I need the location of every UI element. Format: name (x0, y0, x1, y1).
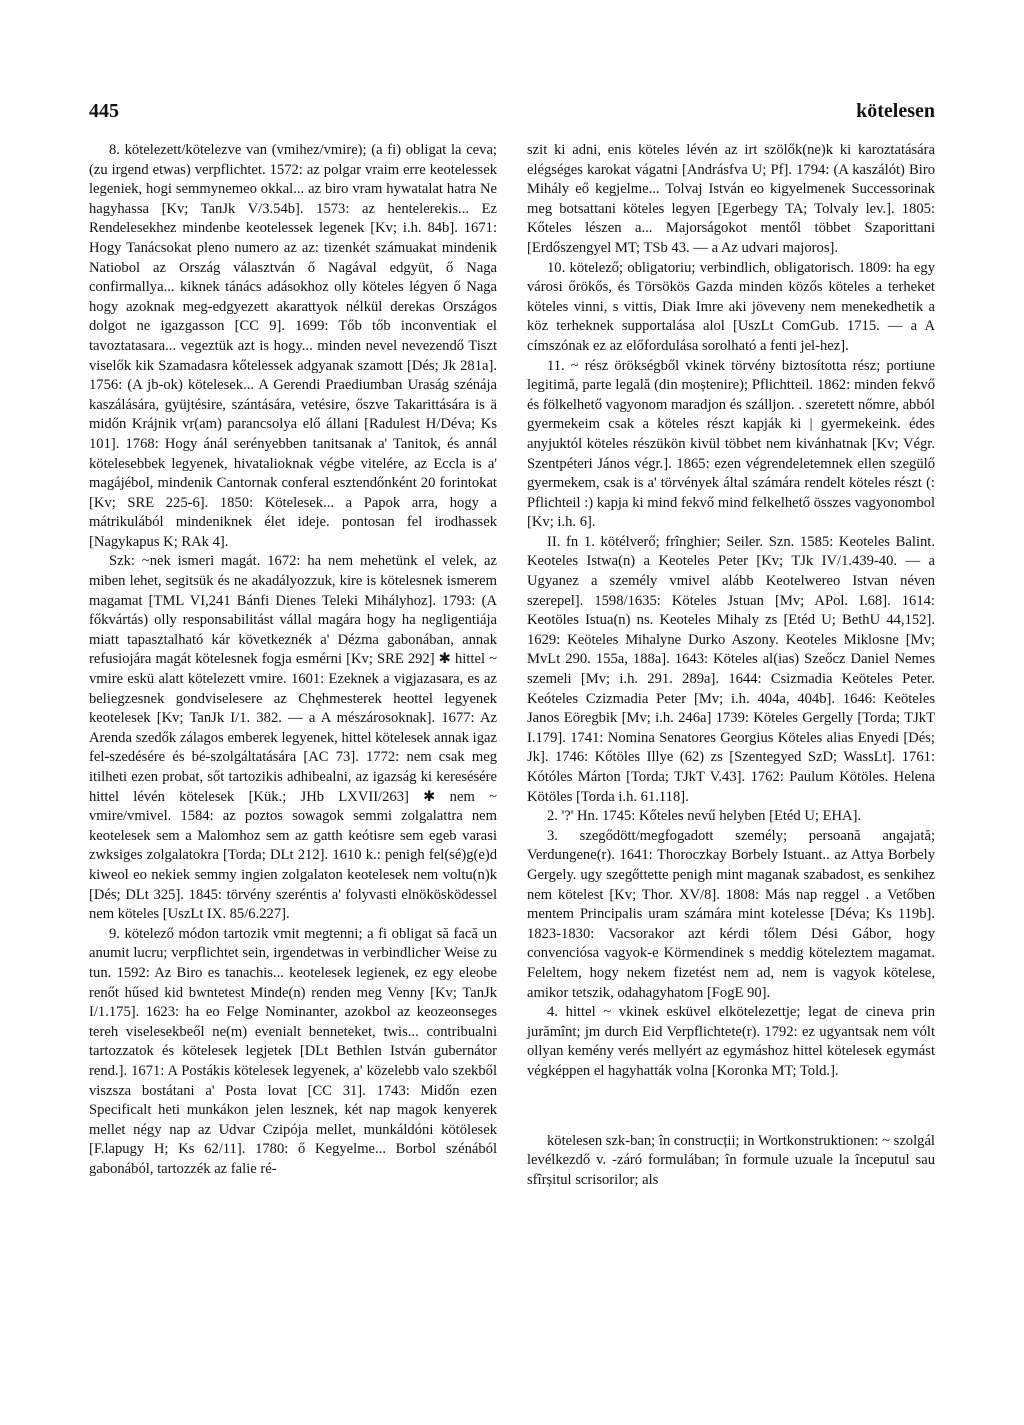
entry-sense-11: 11. ~ rész örökségből vkinek törvény biztosította rész; portiune legitimă, parte legală (din moștenire); Pflichtteil. 1862: minden fekvő és fölkelhető vagyonom maradjon és szálljon. . szeretett nőmre, abból gyermekeim csak a köteles részt kapják ki | gyermekeink. édes anyjuktól köteles részükön kivül többet nem kivánhatnak [Kv; Végr. Szentpéteri János végr.]. 1865: ezen végrendeletemnek ellen szegülő gyermekem, csak is a' törvények által számára rendelt köteles részt (: Pflichteil :) kapja ki mind fekvő mind felkelhető összes vagyonombol [Kv; i.h. 6]. (527, 357, 935, 531)
entry-noun-sense-3: 3. szegődött/megfogadott személy; persoană angajată; Verdungene(r). 1641: Thoroczkay Borbely Istuant.. az Attya Borbely Gergely. ugy szegőttette penigh mint maganak szabadost, es senkihez nem kötelest [Kv; Thor. XV/8]. 1808: Más nap reggel . a Vetőben mentem Principalis uram számára mint kotelesse [Déva; Ks 119b]. 1823-1830: Vacsorakor azt kérdi tőlem Dési Gábor, hogy convenciósa vagyok-e Körmendinek s meddig köteleztem magamat. Feleltem, hogy nekem fizetést nem ad, nem is vagyok kötelese, amikor tetszik, odahagyhatom [FogE 90]. (527, 827, 935, 1001)
entry-noun-sense-1: II. fn 1. kötélverő; frînghier; Seiler. Szn. 1585: Keoteles Balint. Keoteles Istwa(n) a Keoteles Peter [Kv; TJk IV/1.439-40. — a Ugyanez a személy vmivel alább Keotelwereo Istvan néven szerepel]. 1598/1635: Köteles Jstuan [Mv; APol. I.68]. 1614: Keotöles Istua(n) ns. Keoteles Mihaly zs [Etéd U; BethU 44,152]. 1629: Keöteles Mihalyne Durko Aszony. Keoteles Miklosne [Mv; MvLt 290. 155a, 188a]. 1643: Köteles al(ias) Szeőcz Daniel Nemes szemeli [Mv; i.h. 291. 289a]. 1644: Csizmadia Keöteles Peter. Keóteles Czizmadia Peter [Mv; i.h. 404a, 404b]. 1646: Keöteles Janos Eöregbik [Mv; i.h. 246a] 1739: Köteles Gergelly [Torda; TJkT I.179]. 1741: Nomina Senatores Georgius Köteles alias Enyedi [Dés; Jk]. 1746: Kőtöles Illye (62) zs [Szentegyed SzD; WassLt]. 1761: Kótóles Márton [Torda; TJkT V.43]. 1762: Paulum Kötöles. Helena Kötöles [Torda i.h. 61.118]. (527, 533, 935, 805)
entry-continuation: szit ki adni, enis köteles lévén az irt szölők(ne)k ki karoztatására elégséges karokat vágatni [Andrásfva U; Pf]. 1794: (A kaszálót) Biro Mihály eő kegjelme... Tolvaj István eo kigyelmenek Successorinak meg botsattani köteles legyen [Egerbegy TA; Tolvaly lev.]. 1805: Kőteles lészen a... Majorságokot mentől többet Szaporittani [Erdőszengyel MT; TSb 43. — a Az udvari majoros]. (527, 142, 935, 256)
entry-noun-sense-2: 2. '?' Hn. 1745: Kőteles nevű helyben [Etéd U; EHA]. (547, 808, 862, 825)
entry-sense-10: 10. kötelező; obligatoriu; verbindlich, obligatorisch. 1809: ha egy városi őrökős, és Törsökös Gazda minden közős köteles a terheket köteles vinni, s vittis, Diak Imre aki jöveveny nem menekedhetik a köz terheknek supportalása alol [UszLt ComGub. 1715. — a A címszónak ez az előfordulása sorolható a fenti jel-hez]. (527, 259, 935, 354)
entry-noun-sense-4: 4. hittel ~ vkinek esküvel elkötelezettje; legat de cineva prin jurămînt; jm durch Eid Verpflichtete(r). 1792: ez ugyantsak nem vólt ollyan kemény verés mellyért az egymáshoz hittel kötelesek egymást végképpen el hagyhatták volna [Koronka MT; Told.]. (527, 1004, 935, 1079)
right-column (527, 141, 935, 1190)
page-header (89, 100, 935, 130)
entry-szk-block: Szk: ~nek ismeri magát. 1672: ha nem mehetünk el velek, az miben lehet, segitsük és ne akadályozzuk, kire is kötelesnek ismerem magamat [TML VI,241 Bánfi Dienes Teleki Mihályhoz]. 1793: (A főkvártás) olly responsabilitást vállal magára hogy ha negligentiája miatt tapasztalható kár következnék a' Dézma gabonában, annak refusiojára magát kötelesnek fogja esmérni [Kv; SRE 292] ✱ hittel ~ vmire eskü alatt kötelezett vmire. 1601: Ezeknek a vigjazasara, es az beliegzesnek gondviselesere az Chęhmesterek heottel legyenek keotelesek [Kv; TanJk I/1. 382. — a A mészárosoknak]. 1677: Az Arenda szedők zálagos emberek legyenek, hittel kötelesek annak igaz fel-szedésére és bé-szolgáltatására [AC 73]. 1772: nem csak meg itilheti ezen probat, sőt tartozikis adhibealni, az igazság ki keresésére hittel lévén kötelesek [Kük.; JHb LXVII/263] ✱ nem ~ vmire/vmivel. 1584: az poztos sowagok semmi zolgalattra nem keotelesek sem a Malomhoz sem az gatth keótisre sem egeb varasi zwksiges zolgalatokra [Torda; DLt 212]. 1610 k.: penigh fel(sé)g(e)d kiweol eo nekiek semmy ingien zolgalaton keotelesek nem voltu(n)k [Dés; DLt 325]. 1845: törvény szeréntis a' folyvasti elnökösködessel nem köteles [UszLt IX. 85/6.227]. (89, 553, 497, 923)
entry-kotelesen: kötelesen szk-ban; în construcții; in Wortkonstruktionen: ~ szolgál levélkezdő v. -záró formulában; în formule uzuale la începutul sau sfîrșitul scrisorilor; als (527, 1132, 935, 1188)
entry-sense-9: 9. kötelező módon tartozik vmit megtenni; a fi obligat să facă un anumit lucru; verpflichtet sein, irgendetwas in verbindlicher Weise zu tun. 1592: Az Biro es tanachis... keotelesek legienek, ez egy eleobe renőt hűsed kid bwntetest Minde(n) renden meg Venny [Kv; TanJk I/1.175]. 1623: ha eo Felge Nominanter, azokbol az keozeonseges tereh viselesekbeől ne(m) evenialt benneteket, twis... contribualni tartozzatok és kötelesek legjetek [DLt Bethlen István gubernátor rend.]. 1671: A Postákis kötelesek legyenek, a' közelebb valo szekből viszsza bostátani a' Posta lovat [CC 31]. 1743: Midőn ezen Specificalt heti munkákon jelen lesznek, két nap magok kenyerek mellet négy nap az Udvar Czipója mellet, munkáldóni kötölesek [F.lapugy H; Ks 62/11]. 1780: ő Kegyelme... Borbol szénából gabonából, tartozzék az falie ré- (89, 925, 497, 1177)
entry-sense-8: 8. kötelezett/kötelezve van (vmihez/vmire); (a fi) obligat la ceva; (zu irgend etwas) verpflichtet. 1572: az polgar vraim erre keotelessek legeniek, hogi semmynemeo okkal... az biro vram hywatalat hatra Ne hagyhassa [Kv; TanJk V/3.54b]. 1573: az hentelerekis... Ez Rendelesekhez mindenbe keotelessek legenek [Kv; i.h. 84b]. 1671: Hogy Tanácsokat pleno numero az az: tizenkét számuakat mindenik Natiobol az Ország választván ő Nagával edgyüt, ő Naga confirmallya... kiknek tánács adásokhoz olly köteles légyen ő Naga hogy azoknak meg-edgyezett akarattyok nélkül derekas Országos dolgot ne igazgasson [CC 9]. 1699: Tőb tőb inconventiak el tavoztatasara... vegeztük azt is hogy... minden nevel nevezendő Tiszt viselők kik Szamadasra kőtelessek adgyanak szamott [Dés; Jk 281a]. 1756: (A jb-ok) kötelesek... A Gerendi Praediumban Uraság szénája kaszálására, gyüjtésire, szántására, vetésire, őszve Takarittására is ä midőn Krájnik vr(am) parancsolya elő állani [Radulest H/Déva; Ks 101]. 1768: Hogy ánál serényebben tanitsanak a' Tanitok, és annál kötelesebbek legyenek, hivatalioknak végbe vitelére, az Eccla is a' magájébol, mindenik Cantornak conferal esztendőnként 20 forintokat [Kv; SRE 225-6]. 1850: Kötelesek... a Papok arra, hogy a mátrikulából mindeniknek élet ideje. pontosan fel irodhassek [Nagykapus K; RAk 4]. (89, 142, 497, 550)
left-column (89, 141, 497, 1179)
running-headword: kötelesen (856, 100, 935, 122)
page-number: 445 (89, 100, 119, 122)
